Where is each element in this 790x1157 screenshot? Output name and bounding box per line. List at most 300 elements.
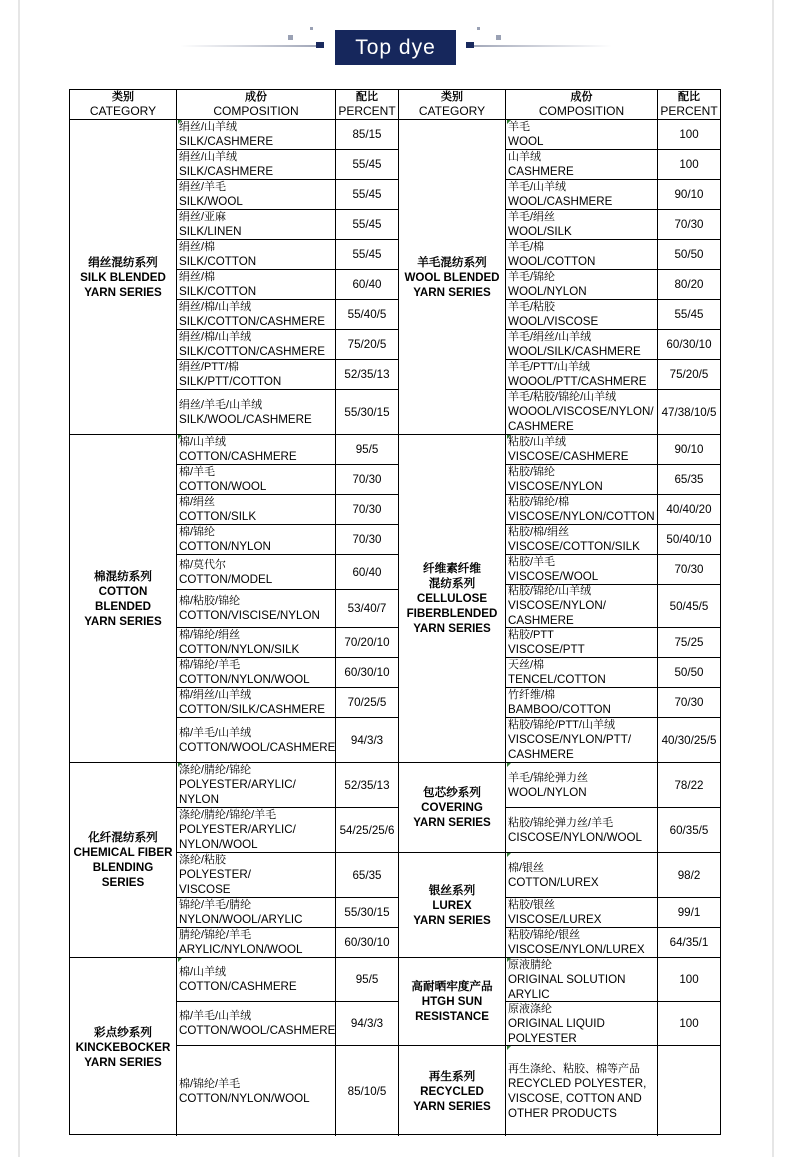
composition-zh: 羊毛/PTT/山羊绒 [508, 361, 590, 373]
composition-zh: 棉/山羊绒 [179, 966, 227, 978]
composition-zh: 羊毛/粘胶 [508, 301, 556, 313]
right-percent-cell [658, 210, 720, 240]
composition-zh: 粘胶/羊毛 [508, 556, 556, 568]
composition-en: VISCOSE/COTTON/SILK [508, 540, 640, 553]
percent-value: 100 [679, 1017, 699, 1030]
composition-en: CASHMERE [508, 420, 574, 433]
category-en: CHEMICAL FIBER [73, 846, 173, 859]
left-percent-cell [336, 150, 399, 180]
composition-zh: 绢丝/山羊绒 [179, 151, 238, 163]
left-category-cell [70, 958, 177, 1136]
category-en: RECYCLED [420, 1084, 484, 1098]
percent-value: 50/40/10 [666, 533, 712, 546]
composition-zh: 棉/羊毛 [179, 466, 216, 478]
right-composition-cell [506, 808, 658, 853]
left-composition-cell [177, 495, 336, 525]
column-header [399, 90, 506, 120]
right-percent-cell [658, 658, 720, 688]
composition-zh: 涤纶/腈纶/锦纶 [179, 764, 252, 776]
right-percent-cell [658, 853, 720, 898]
left-category-cell [70, 435, 177, 763]
left-percent-cell [336, 898, 399, 928]
right-percent-cell [658, 808, 720, 853]
composition-en: ARYLIC [508, 987, 550, 1001]
category-en: RESISTANCE [415, 1010, 489, 1023]
left-composition-cell [177, 525, 336, 555]
column-header-zh: 配比 [678, 91, 700, 103]
right-composition-cell [506, 958, 658, 1002]
percent-value: 70/30 [674, 218, 704, 231]
right-composition-cell [506, 525, 658, 555]
right-category-cell [399, 120, 506, 435]
right-percent-cell [658, 360, 720, 390]
composition-zh: 棉/羊毛/山羊绒 [179, 1010, 252, 1022]
left-composition-cell [177, 120, 336, 150]
composition-en: VISCOSE/NYLON/COTTON [508, 510, 655, 523]
percent-value: 100 [679, 158, 699, 171]
category-zh: 包芯纱系列 [423, 786, 481, 799]
percent-value: 53/40/7 [347, 602, 387, 615]
category-en: COVERING [421, 801, 483, 814]
right-composition-cell [506, 300, 658, 330]
percent-value: 64/35/1 [669, 936, 709, 949]
composition-en: CASHMERE [508, 165, 574, 178]
composition-zh: 绢丝/PTT/棉 [179, 361, 239, 373]
left-composition-cell [177, 435, 336, 465]
left-composition-cell [177, 300, 336, 330]
composition-zh: 竹纤维/棉 [508, 689, 556, 701]
composition-en: COTTON/LUREX [508, 875, 599, 889]
category-en: FIBERBLENDED [406, 607, 498, 620]
category-en: LUREX [432, 898, 472, 912]
right-composition-cell [506, 763, 658, 808]
percent-value: 85/15 [352, 128, 382, 141]
composition-en: VISCOSE [179, 883, 231, 896]
percent-value: 100 [679, 128, 699, 141]
composition-zh: 涤纶/粘胶 [179, 854, 227, 866]
composition-en: POLYESTER/ARYLIC/ [179, 778, 296, 791]
left-percent-cell [336, 808, 399, 853]
percent-value: 99/1 [677, 906, 701, 919]
composition-en: SILK/PTT/COTTON [179, 375, 282, 388]
composition-zh: 棉/绢丝 [179, 496, 216, 508]
percent-value: 90/10 [674, 443, 704, 456]
right-percent-cell [658, 525, 720, 555]
composition-zh: 羊毛/绢丝/山羊绒 [508, 331, 592, 343]
composition-zh: 棉/银丝 [508, 861, 545, 874]
composition-zh: 棉/锦纶/绢丝 [179, 629, 241, 641]
composition-en: VISCOSE/NYLON/LUREX [508, 943, 645, 956]
left-composition-cell [177, 718, 336, 763]
composition-en: WOOL [508, 135, 544, 148]
composition-zh: 绢丝/山羊绒 [179, 121, 238, 133]
left-percent-cell [336, 300, 399, 330]
composition-zh: 羊毛/绢丝 [508, 211, 556, 223]
right-percent-cell [658, 330, 720, 360]
composition-en: VISCOSE/LUREX [508, 913, 602, 926]
right-percent-cell [658, 718, 720, 763]
left-composition-cell [177, 688, 336, 718]
right-category-cell [399, 853, 506, 958]
category-en: YARN SERIES [84, 614, 162, 628]
left-percent-cell [336, 270, 399, 300]
left-composition-cell [177, 270, 336, 300]
composition-en: WOOL/NYLON [508, 785, 587, 799]
composition-en: VISCOSE/WOOL [508, 570, 599, 583]
percent-value: 94/3/3 [350, 733, 384, 747]
percent-value: 75/20/5 [347, 338, 387, 351]
column-header [506, 90, 658, 120]
category-en: KINCKEBOCKER [75, 1040, 171, 1054]
right-percent-cell [658, 465, 720, 495]
composition-en: OTHER PRODUCTS [508, 1106, 617, 1120]
left-percent-cell [336, 465, 399, 495]
right-percent-cell [658, 1046, 720, 1136]
left-composition-cell [177, 360, 336, 390]
category-zh: 高耐晒牢度产品 [411, 980, 493, 993]
composition-zh: 粘胶/银丝 [508, 899, 556, 911]
right-composition-cell [506, 1002, 658, 1046]
category-zh: 棉混纺系列 [94, 569, 152, 583]
composition-zh: 羊毛 [508, 121, 530, 133]
composition-zh: 绢丝/棉 [179, 271, 216, 283]
right-percent-cell [658, 270, 720, 300]
right-category-cell [399, 435, 506, 763]
right-percent-cell [658, 555, 720, 585]
category-en: BLENDING SERIES [92, 861, 154, 889]
percent-value: 55/30/15 [344, 405, 390, 419]
right-percent-cell [658, 300, 720, 330]
left-percent-cell [336, 555, 399, 590]
composition-zh: 涤纶/腈纶/锦纶/羊毛 [179, 809, 277, 821]
column-header-en: CATEGORY [418, 104, 486, 118]
percent-value: 55/40/5 [347, 308, 387, 321]
composition-zh: 羊毛/山羊绒 [508, 181, 567, 193]
left-composition-cell [177, 390, 336, 435]
percent-value: 55/30/15 [344, 906, 390, 919]
left-percent-cell [336, 360, 399, 390]
right-percent-cell [658, 495, 720, 525]
right-percent-cell [658, 390, 720, 435]
left-percent-cell [336, 718, 399, 763]
column-header-en: COMPOSITION [213, 104, 299, 118]
composition-zh: 绢丝/棉/山羊绒 [179, 331, 252, 343]
composition-zh: 羊毛/棉 [508, 241, 545, 253]
percent-value: 78/22 [674, 778, 704, 792]
composition-en: SILK/WOOL/CASHMERE [179, 412, 312, 426]
composition-en: SILK/COTTON/CASHMERE [179, 345, 326, 358]
percent-value: 40/30/25/5 [661, 733, 717, 747]
column-header-zh: 成份 [570, 91, 593, 103]
composition-zh: 粘胶/锦纶/棉 [508, 496, 570, 508]
percent-value: 75/25 [674, 636, 704, 649]
header-dot [466, 42, 474, 48]
right-composition-cell [506, 150, 658, 180]
composition-en: COTTON/WOOL [179, 480, 267, 493]
composition-en: RECYCLED POLYESTER, [508, 1076, 647, 1090]
category-en: COTTON [98, 584, 148, 598]
left-percent-cell [336, 688, 399, 718]
composition-zh: 棉/锦纶/羊毛 [179, 1077, 241, 1090]
composition-zh: 绢丝/亚麻 [179, 211, 227, 223]
percent-value: 60/40 [352, 565, 382, 579]
composition-en: VISCOSE, COTTON AND [508, 1091, 642, 1105]
right-percent-cell [658, 120, 720, 150]
composition-en: WOOOL/VISCOSE/NYLON/ [508, 405, 654, 418]
header-dot [496, 35, 501, 40]
composition-en: NYLON/WOOL/ARYLIC [179, 913, 303, 926]
composition-en: COTTON/NYLON/WOOL [179, 673, 310, 686]
percent-value: 60/35/5 [669, 823, 709, 837]
category-zh: 再生系列 [428, 1069, 476, 1083]
right-percent-cell [658, 688, 720, 718]
composition-en: BAMBOO/COTTON [508, 703, 611, 716]
left-composition-cell [177, 808, 336, 853]
category-en: YARN SERIES [413, 913, 491, 927]
composition-en: COTTON/SILK/CASHMERE [179, 703, 326, 716]
section-header [0, 0, 790, 80]
right-composition-cell [506, 1046, 658, 1136]
category-zh: 纤维素纤维 [423, 562, 481, 575]
column-header [336, 90, 399, 120]
right-percent-cell [658, 240, 720, 270]
percent-value: 80/20 [674, 278, 704, 291]
category-en: YARN SERIES [84, 1055, 162, 1069]
composition-en: SILK/WOOL [179, 195, 243, 208]
left-percent-cell [336, 240, 399, 270]
composition-zh: 山羊绒 [508, 151, 541, 163]
percent-value: 90/10 [674, 188, 704, 201]
percent-value: 70/30 [674, 696, 704, 709]
percent-value: 98/2 [677, 868, 701, 882]
category-en: YARN SERIES [84, 285, 162, 299]
composition-zh: 粘胶/山羊绒 [508, 436, 567, 448]
percent-value: 60/30/10 [666, 338, 712, 351]
composition-en: COTTON/MODEL [179, 572, 273, 586]
composition-zh: 棉/锦纶 [179, 526, 216, 538]
composition-zh: 羊毛/锦纶 [508, 271, 556, 283]
percent-value: 70/30 [352, 473, 382, 486]
right-composition-cell [506, 928, 658, 958]
composition-en: ORIGINAL LIQUID [508, 1016, 605, 1030]
composition-zh: 粘胶/棉/绢丝 [508, 526, 570, 538]
right-category-cell [399, 1046, 506, 1136]
header-line-right [466, 45, 612, 47]
percent-value: 95/5 [355, 973, 379, 986]
percent-value: 52/35/13 [344, 778, 390, 792]
percent-value: 65/35 [674, 473, 704, 486]
right-composition-cell [506, 360, 658, 390]
percent-value: 55/45 [352, 248, 382, 261]
right-percent-cell [658, 180, 720, 210]
composition-zh: 粘胶/锦纶弹力丝/羊毛 [508, 816, 614, 829]
composition-en: WOOL/SILK/CASHMERE [508, 345, 641, 358]
category-en: YARN SERIES [413, 622, 491, 635]
composition-en: VISCOSE/CASHMERE [508, 450, 629, 463]
percent-value: 52/35/13 [344, 368, 390, 381]
composition-zh: 棉/粘胶/锦纶 [179, 595, 241, 607]
composition-zh: 绢丝/棉/山羊绒 [179, 301, 252, 313]
header-dot [310, 27, 313, 30]
category-zh: 彩点纱系列 [94, 1025, 152, 1039]
composition-zh: 粘胶/锦纶/山羊绒 [508, 585, 592, 597]
category-en: YARN SERIES [413, 816, 491, 829]
composition-en: COTTON/WOOL/CASHMERE [179, 740, 336, 754]
column-header-zh: 类别 [112, 91, 134, 103]
left-category-cell [70, 120, 177, 435]
left-percent-cell [336, 958, 399, 1002]
column-header-en: CATEGORY [89, 104, 157, 118]
right-percent-cell [658, 928, 720, 958]
percent-value: 55/45 [674, 308, 704, 321]
right-percent-cell [658, 628, 720, 658]
column-header-zh: 类别 [441, 91, 463, 103]
percent-value: 50/50 [674, 248, 704, 261]
percent-value: 70/30 [352, 533, 382, 546]
left-percent-cell [336, 330, 399, 360]
left-percent-cell [336, 628, 399, 658]
composition-en: COTTON/SILK [179, 510, 257, 523]
composition-en: COTTON/NYLON/SILK [179, 643, 300, 656]
composition-en: WOOL/COTTON [508, 255, 596, 268]
left-percent-cell [336, 120, 399, 150]
category-en: YARN SERIES [413, 285, 491, 299]
composition-zh: 粘胶/锦纶 [508, 466, 556, 478]
percent-value: 100 [679, 973, 699, 986]
right-composition-cell [506, 585, 658, 628]
right-percent-cell [658, 763, 720, 808]
composition-en: WOOL/VISCOSE [508, 315, 599, 328]
right-percent-cell [658, 958, 720, 1002]
right-composition-cell [506, 180, 658, 210]
composition-en: WOOL/SILK [508, 225, 572, 238]
composition-en: POLYESTER [508, 1031, 577, 1045]
composition-zh: 棉/锦纶/羊毛 [179, 659, 241, 671]
left-composition-cell [177, 1046, 336, 1136]
composition-zh: 粘胶/锦纶/PTT/山羊绒 [508, 719, 615, 731]
right-composition-cell [506, 390, 658, 435]
composition-zh: 原液涤纶 [508, 1002, 552, 1015]
composition-zh: 棉/羊毛/山羊绒 [179, 726, 252, 739]
category-zh: 羊毛混纺系列 [417, 255, 487, 269]
category-en: CELLULOSE [416, 592, 488, 605]
composition-zh: 再生涤纶、粘胶、棉等产品 [508, 1062, 640, 1075]
left-composition-cell [177, 658, 336, 688]
composition-en: CASHMERE [508, 614, 574, 627]
left-composition-cell [177, 853, 336, 898]
percent-value: 54/25/25/6 [339, 823, 395, 837]
composition-en: TENCEL/COTTON [508, 673, 606, 686]
header-dot [316, 42, 324, 48]
left-percent-cell [336, 1046, 399, 1136]
left-composition-cell [177, 465, 336, 495]
category-zh: 绢丝混纺系列 [88, 255, 158, 269]
category-zh: 银丝系列 [428, 883, 476, 897]
composition-zh: 羊毛/粘胶/锦纶/山羊绒 [508, 391, 617, 403]
header-line-left [180, 45, 322, 47]
right-composition-cell [506, 555, 658, 585]
left-percent-cell [336, 180, 399, 210]
right-percent-cell [658, 150, 720, 180]
right-composition-cell [506, 853, 658, 898]
composition-en: ORIGINAL SOLUTION [508, 972, 626, 986]
right-composition-cell [506, 898, 658, 928]
column-header-zh: 配比 [356, 91, 378, 103]
yarn-composition-table [69, 89, 721, 1135]
percent-value: 55/45 [352, 188, 382, 201]
composition-zh: 羊毛/锦纶弹力丝 [508, 771, 589, 784]
composition-en: VISCOSE/NYLON/ [508, 599, 606, 612]
right-category-cell [399, 958, 506, 1046]
right-composition-cell [506, 628, 658, 658]
right-composition-cell [506, 688, 658, 718]
column-header [658, 90, 720, 120]
header-dot [288, 35, 293, 40]
right-percent-cell [658, 1002, 720, 1046]
right-percent-cell [658, 585, 720, 628]
percent-value: 60/40 [352, 278, 382, 291]
left-percent-cell [336, 390, 399, 435]
composition-zh: 棉/山羊绒 [179, 436, 227, 448]
right-composition-cell [506, 465, 658, 495]
right-category-cell [399, 763, 506, 853]
percent-value: 95/5 [355, 443, 379, 456]
percent-value: 40/40/20 [666, 503, 712, 516]
composition-en: NYLON/WOOL [179, 838, 258, 851]
composition-zh: 粘胶/PTT [508, 629, 554, 641]
composition-zh: 绢丝/羊毛/山羊绒 [179, 398, 263, 411]
left-composition-cell [177, 180, 336, 210]
left-composition-cell [177, 150, 336, 180]
composition-zh: 绢丝/羊毛 [179, 181, 227, 193]
composition-en: VISCOSE/PTT [508, 643, 585, 656]
composition-en: COTTON/WOOL/CASHMERE [179, 1024, 336, 1037]
composition-en: SILK/COTTON [179, 285, 257, 298]
percent-value: 70/30 [674, 563, 704, 576]
header-dot [477, 27, 480, 30]
left-percent-cell [336, 495, 399, 525]
left-percent-cell [336, 853, 399, 898]
percent-value: 50/45/5 [669, 599, 709, 613]
composition-en: POLYESTER/ [179, 868, 251, 881]
left-percent-cell [336, 658, 399, 688]
composition-en: ARYLIC/NYLON/WOOL [179, 943, 303, 956]
left-composition-cell [177, 210, 336, 240]
left-composition-cell [177, 763, 336, 808]
percent-value: 55/45 [352, 158, 382, 171]
composition-en: SILK/LINEN [179, 225, 242, 238]
composition-en: POLYESTER/ARYLIC/ [179, 823, 296, 836]
right-composition-cell [506, 240, 658, 270]
left-composition-cell [177, 555, 336, 590]
composition-en: WOOL/NYLON [508, 285, 587, 298]
left-percent-cell [336, 210, 399, 240]
composition-en: WOOL/CASHMERE [508, 195, 613, 208]
left-percent-cell [336, 435, 399, 465]
right-composition-cell [506, 658, 658, 688]
percent-value: 94/3/3 [350, 1017, 384, 1030]
column-header-en: PERCENT [660, 104, 718, 118]
column-header [177, 90, 336, 120]
column-header [70, 90, 177, 120]
composition-en: SILK/CASHMERE [179, 135, 274, 148]
right-percent-cell [658, 898, 720, 928]
category-zh: 化纤混纺系列 [88, 831, 158, 844]
category-zh: 混纺系列 [428, 577, 476, 590]
left-category-cell [70, 763, 177, 958]
page-title: Top dye [335, 30, 456, 65]
percent-value: 60/30/10 [344, 936, 390, 949]
